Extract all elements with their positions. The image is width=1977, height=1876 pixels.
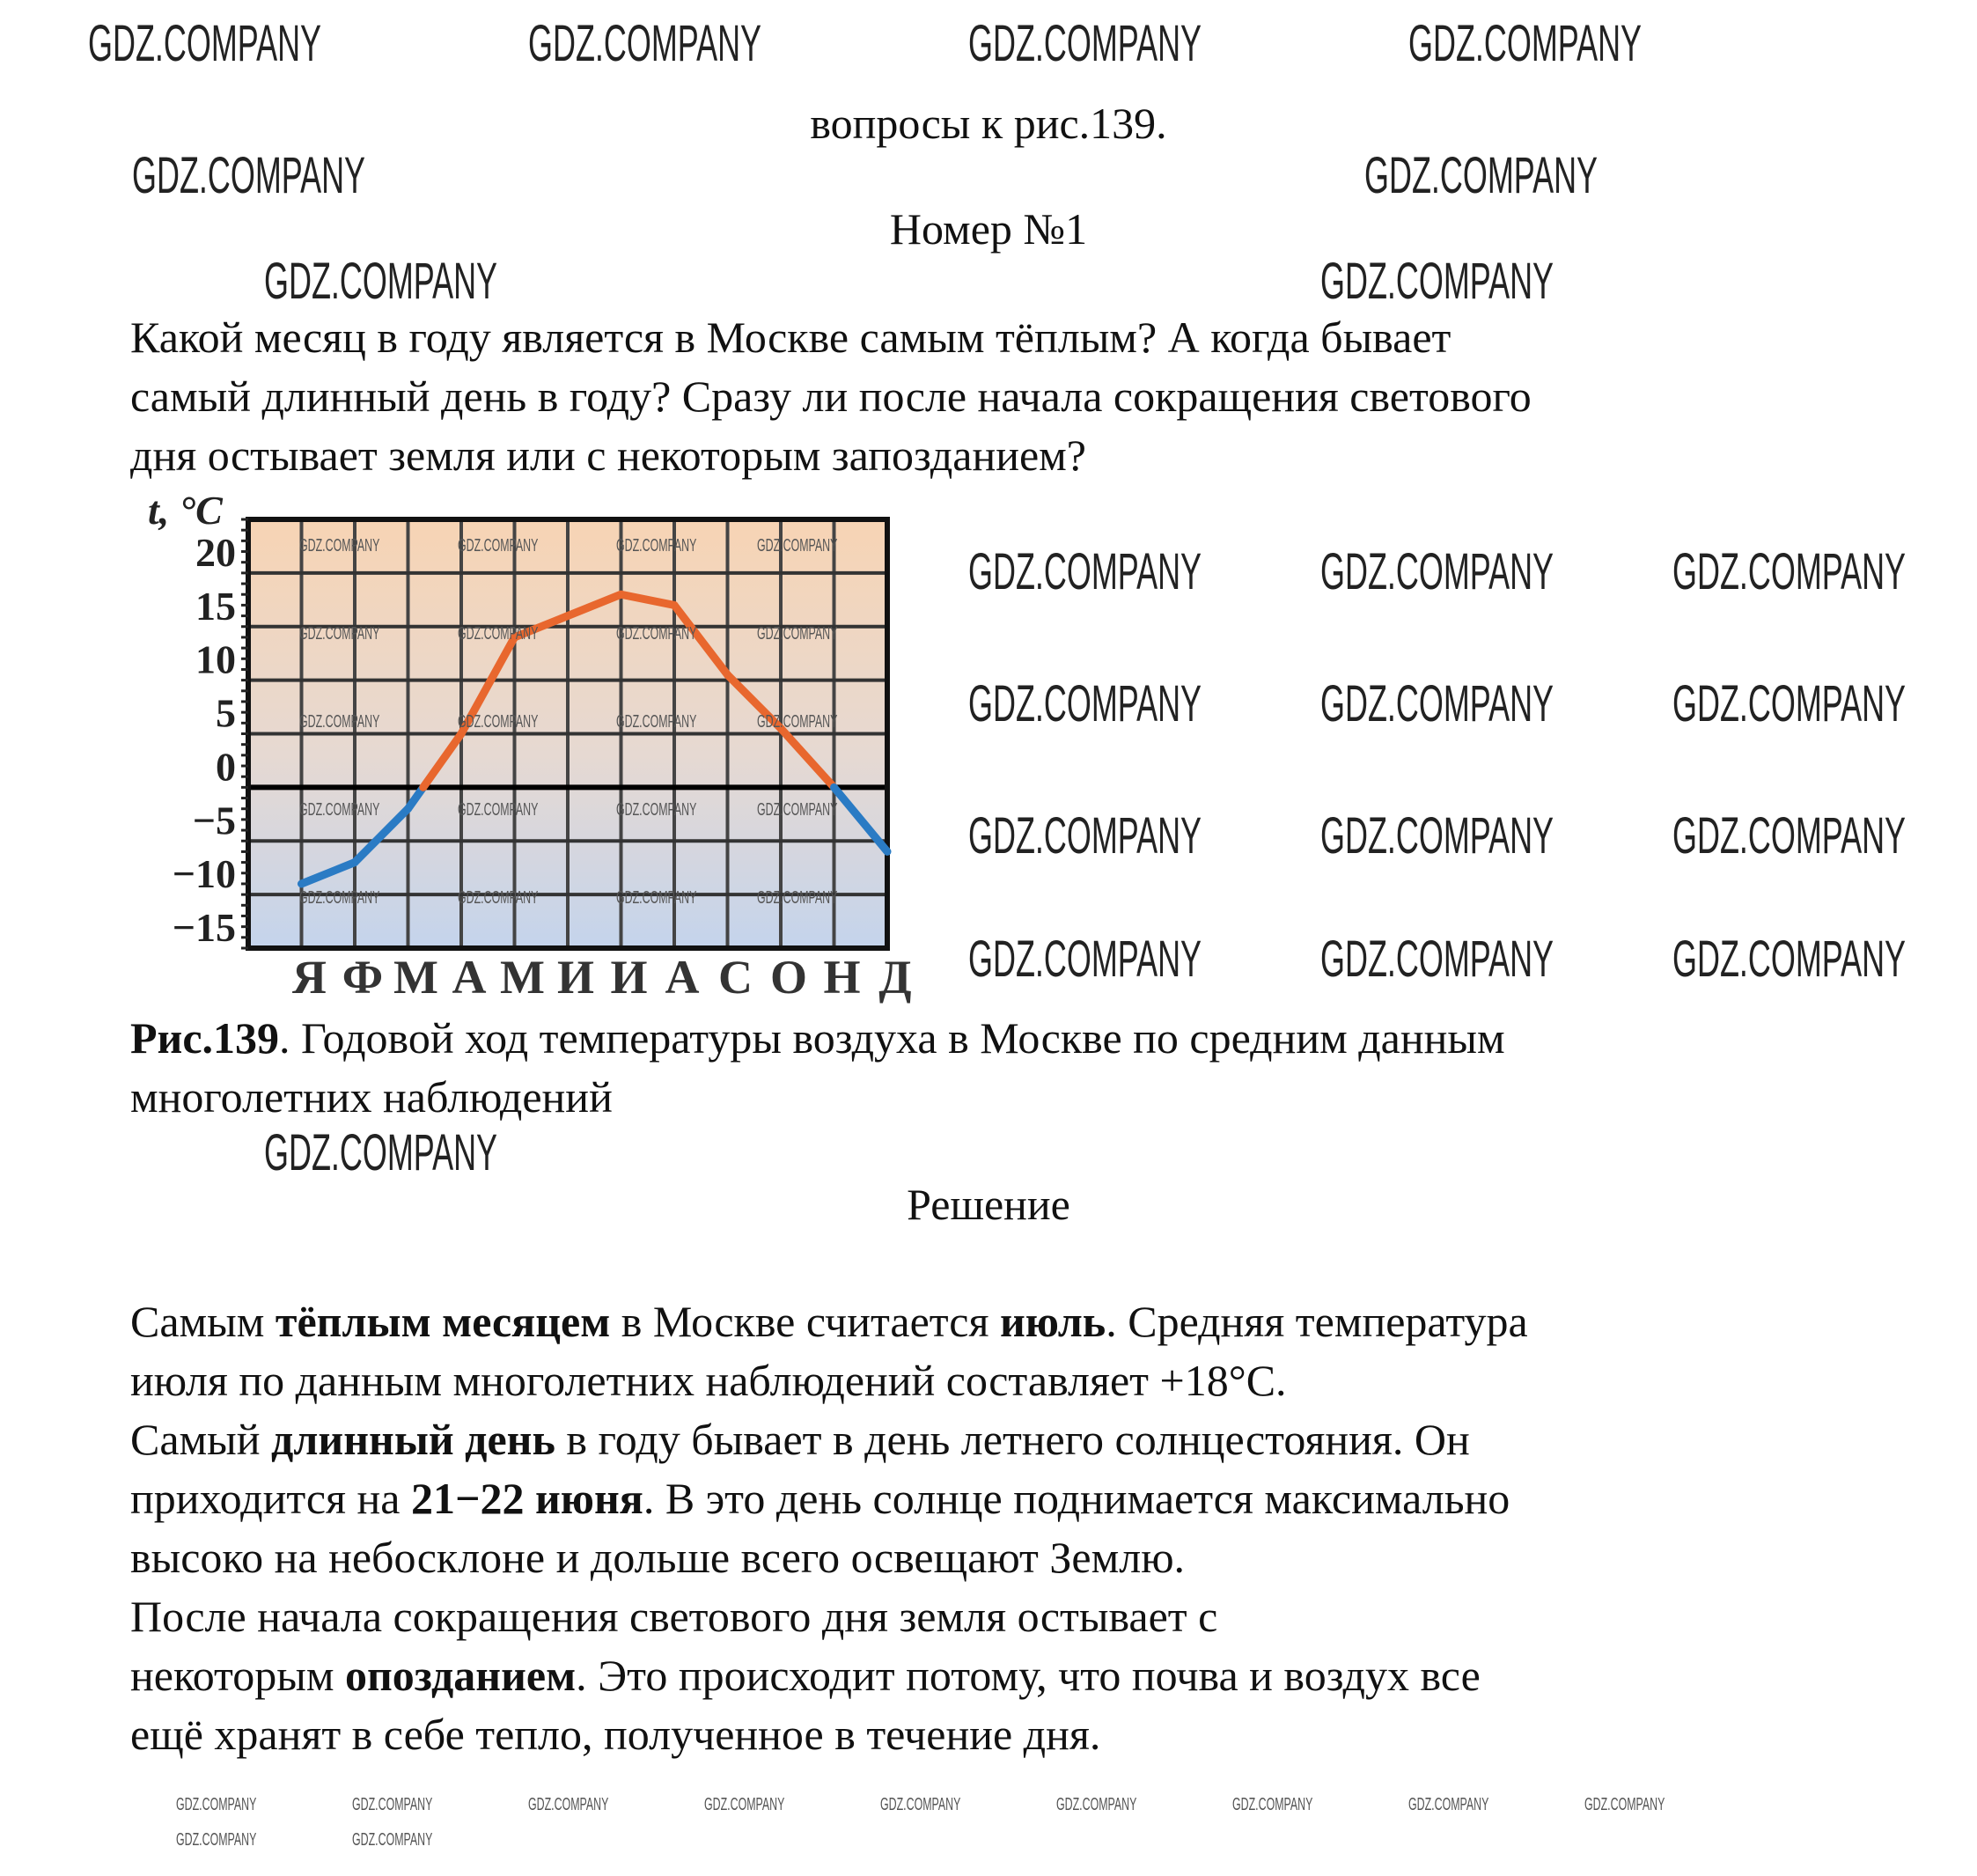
text-line — [130, 1009, 1891, 1068]
watermark: GDZ.COMPANY — [968, 15, 1202, 72]
text-segment: . Это происходит потому, что почва и воздух все — [576, 1651, 1481, 1700]
y-axis-label: t, °C — [148, 488, 223, 533]
watermark: GDZ.COMPANY — [1056, 1795, 1137, 1814]
bold-text: тёплым месяцем — [275, 1297, 611, 1346]
watermark: GDZ.COMPANY — [616, 888, 697, 908]
watermark: GDZ.COMPANY — [1364, 147, 1599, 204]
watermark: GDZ.COMPANY — [1672, 807, 1907, 864]
watermark: GDZ.COMPANY — [1320, 253, 1554, 310]
exercise-number: Номер №1 — [889, 204, 1088, 254]
watermark: GDZ.COMPANY — [616, 536, 697, 555]
watermark: GDZ.COMPANY — [458, 536, 539, 555]
x-tick-label: А — [665, 951, 700, 1004]
watermark: GDZ.COMPANY — [528, 1795, 609, 1814]
watermark: GDZ.COMPANY — [352, 1830, 433, 1850]
watermark: GDZ.COMPANY — [528, 15, 762, 72]
text-segment: После начала сокращения светового дня земля остывает с — [130, 1592, 1218, 1641]
y-tick-label: 5 — [216, 690, 236, 736]
watermark: GDZ.COMPANY — [968, 675, 1202, 732]
y-tick-label: −10 — [172, 851, 236, 897]
watermark: GDZ.COMPANY — [616, 800, 697, 820]
watermark: GDZ.COMPANY — [968, 931, 1202, 988]
text-segment: приходится на — [130, 1474, 411, 1523]
bold-text: Рис.139 — [130, 1013, 280, 1063]
watermark: GDZ.COMPANY — [299, 888, 380, 908]
text-segment: высоко на небосклоне и дольше всего освещают Землю. — [130, 1533, 1186, 1582]
watermark: GDZ.COMPANY — [968, 543, 1202, 600]
watermark: GDZ.COMPANY — [299, 624, 380, 644]
watermark: GDZ.COMPANY — [1672, 931, 1907, 988]
text-segment: Какой месяц в году является в Москве самым тёплым? А когда бывает — [130, 313, 1452, 362]
y-tick-label: 20 — [195, 529, 236, 575]
watermark: GDZ.COMPANY — [458, 888, 539, 908]
text-segment: июля по данным многолетних наблюдений составляет +18°С. — [130, 1356, 1287, 1405]
text-line — [130, 1410, 1891, 1469]
x-tick-label: Ф — [342, 951, 384, 1004]
watermark: GDZ.COMPANY — [704, 1795, 785, 1814]
x-tick-label: О — [769, 951, 807, 1004]
text-segment: многолетних наблюдений — [130, 1072, 613, 1122]
solution-heading: Решение — [907, 1180, 1070, 1229]
bold-text: 21−22 июня — [410, 1474, 643, 1523]
x-tick-label: М — [393, 951, 438, 1004]
y-tick-label: 15 — [195, 583, 236, 629]
watermark: GDZ.COMPANY — [264, 253, 498, 310]
watermark: GDZ.COMPANY — [1408, 15, 1643, 72]
watermark: GDZ.COMPANY — [299, 800, 380, 820]
page-title: вопросы к рис.139. — [810, 99, 1167, 148]
x-tick-label: И — [556, 951, 594, 1004]
watermark: GDZ.COMPANY — [352, 1795, 433, 1814]
text-segment: в Москве считается — [610, 1297, 1000, 1346]
text-line — [130, 1292, 1891, 1351]
text-line — [130, 1351, 1891, 1410]
watermark: GDZ.COMPANY — [458, 624, 539, 644]
watermark: GDZ.COMPANY — [458, 800, 539, 820]
watermark: GDZ.COMPANY — [757, 624, 838, 644]
text-segment: . В это день солнце поднимается максимально — [643, 1474, 1510, 1523]
text-line — [130, 1528, 1891, 1587]
watermark: GDZ.COMPANY — [757, 800, 838, 820]
x-tick-label: А — [452, 951, 487, 1004]
watermark: GDZ.COMPANY — [616, 712, 697, 732]
watermark: GDZ.COMPANY — [1584, 1795, 1665, 1814]
x-tick-label: С — [717, 951, 753, 1004]
text-segment: в году бывает в день летнего солнцестояния. Он — [555, 1415, 1470, 1464]
text-segment: некоторым — [130, 1651, 345, 1700]
x-tick-label: Д — [878, 951, 912, 1004]
figure-caption — [130, 1009, 1891, 1127]
y-tick-label: 10 — [195, 636, 236, 682]
watermark: GDZ.COMPANY — [88, 15, 322, 72]
x-tick-label: Я — [291, 951, 327, 1004]
text-line — [130, 1646, 1891, 1705]
text-segment: . Средняя температура — [1106, 1297, 1528, 1346]
y-tick-label: −5 — [192, 798, 236, 843]
watermark: GDZ.COMPANY — [1320, 807, 1554, 864]
watermark: GDZ.COMPANY — [757, 888, 838, 908]
x-tick-label: Н — [823, 951, 861, 1004]
text-line — [130, 1587, 1891, 1646]
text-line — [130, 1068, 1891, 1127]
text-segment: . Годовой ход температуры воздуха в Москве по средним данным — [279, 1013, 1505, 1063]
text-line — [130, 1705, 1891, 1764]
text-line — [130, 1469, 1891, 1528]
bold-text: длинный день — [271, 1415, 555, 1464]
watermark: GDZ.COMPANY — [299, 536, 380, 555]
watermark: GDZ.COMPANY — [1320, 675, 1554, 732]
watermark: GDZ.COMPANY — [1320, 931, 1554, 988]
watermark: GDZ.COMPANY — [458, 712, 539, 732]
text-segment: самый длинный день в году? Сразу ли после начала сокращения светового — [130, 372, 1532, 421]
y-tick-label: 0 — [216, 744, 236, 790]
watermark: GDZ.COMPANY — [132, 147, 366, 204]
watermark: GDZ.COMPANY — [968, 807, 1202, 864]
watermark: GDZ.COMPANY — [880, 1795, 961, 1814]
bold-text: опозданием — [344, 1651, 577, 1700]
watermark: GDZ.COMPANY — [1672, 675, 1907, 732]
watermark: GDZ.COMPANY — [176, 1830, 257, 1850]
watermark: GDZ.COMPANY — [1232, 1795, 1313, 1814]
x-tick-label: М — [499, 951, 545, 1004]
x-tick-label: И — [610, 951, 648, 1004]
watermark: GDZ.COMPANY — [1320, 543, 1554, 600]
text-segment: дня остывает земля или с некоторым запозданием? — [130, 430, 1086, 480]
watermark: GDZ.COMPANY — [176, 1795, 257, 1814]
solution-text — [130, 1292, 1891, 1764]
bold-text: июль — [999, 1297, 1106, 1346]
y-tick-label: −15 — [172, 905, 236, 950]
watermark: GDZ.COMPANY — [264, 1124, 498, 1181]
text-segment: Самый — [130, 1415, 272, 1464]
text-segment: ещё хранят в себе тепло, полученное в течение дня. — [130, 1710, 1101, 1759]
watermark: GDZ.COMPANY — [757, 712, 838, 732]
watermark: GDZ.COMPANY — [757, 536, 838, 555]
watermark: GDZ.COMPANY — [616, 624, 697, 644]
watermark: GDZ.COMPANY — [299, 712, 380, 732]
watermark: GDZ.COMPANY — [1408, 1795, 1489, 1814]
watermark: GDZ.COMPANY — [1672, 543, 1907, 600]
text-segment: Самым — [130, 1297, 276, 1346]
